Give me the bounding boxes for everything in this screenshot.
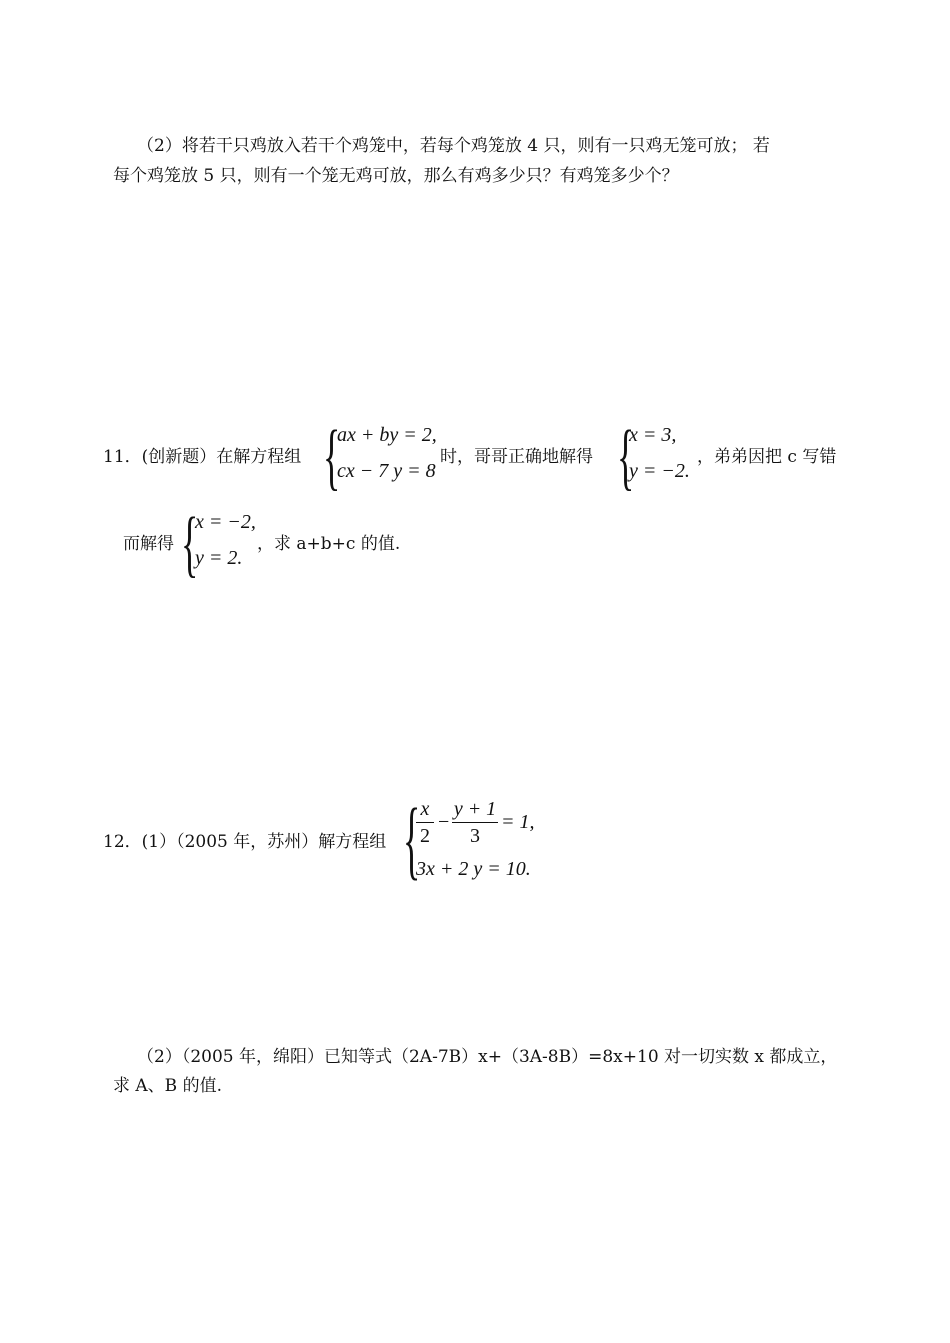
q12-1-eq2: 3x + 2 y = 10.	[416, 858, 531, 880]
q12-1-eq1-tail: = 1,	[501, 811, 535, 833]
left-brace: {	[181, 501, 199, 585]
fraction-denominator: 3	[470, 825, 480, 847]
fraction-x-over-2	[416, 798, 434, 847]
q11-suffix: ，弟弟因把 c 写错	[697, 447, 837, 467]
left-brace: {	[617, 414, 635, 498]
fraction-numerator: x	[420, 798, 430, 820]
left-brace: {	[403, 789, 421, 889]
q12-1-equation-system	[403, 789, 543, 889]
q11-sys1-eq2: cx − 7 y = 8	[337, 460, 436, 482]
minus-sign: −	[438, 811, 450, 833]
q12-2-line1: （2）（2005 年，绵阳）已知等式（2A-7B）x+（3A-8B）=8x+10 对一切实数 x 都成立，	[137, 1047, 838, 1067]
q12-2-line2: 求 A、B 的值.	[113, 1076, 222, 1096]
q12-1-prefix: 12．(1）（2005 年，苏州）解方程组	[103, 832, 387, 852]
q11-sys3-eq2: y = 2.	[195, 547, 243, 569]
q11-sys1-eq1: ax + by = 2,	[337, 424, 437, 446]
q11-sys2-eq1: x = 3,	[629, 424, 677, 446]
fraction-numerator: y + 1	[453, 798, 497, 820]
q11-sys3-eq1: x = −2,	[195, 511, 256, 533]
left-brace: {	[323, 414, 341, 498]
q11-equation-system	[323, 414, 443, 498]
q10-2-line2: 每个鸡笼放 5 只，则有一个笼无鸡可放，那么有鸡多少只？有鸡笼多少个？	[113, 166, 679, 186]
q11-mid: 时，哥哥正确地解得	[440, 447, 593, 467]
q11-correct-solution	[617, 414, 707, 498]
q11-line2-suffix: ，求 a+b+c 的值.	[257, 534, 401, 554]
fraction-bar	[416, 822, 434, 823]
fraction-denominator: 2	[420, 825, 430, 847]
fraction-bar	[452, 822, 498, 823]
q11-line2-prefix: 而解得	[123, 534, 174, 554]
q11-sys2-eq2: y = −2.	[629, 460, 690, 482]
fraction-y-plus-1-over-3	[452, 798, 498, 847]
q10-2-line1: （2）将若干只鸡放入若干个鸡笼中，若每个鸡笼放 4 只，则有一只鸡无笼可放； 若	[137, 136, 770, 156]
q11-prefix: 11．(创新题）在解方程组	[103, 447, 302, 467]
